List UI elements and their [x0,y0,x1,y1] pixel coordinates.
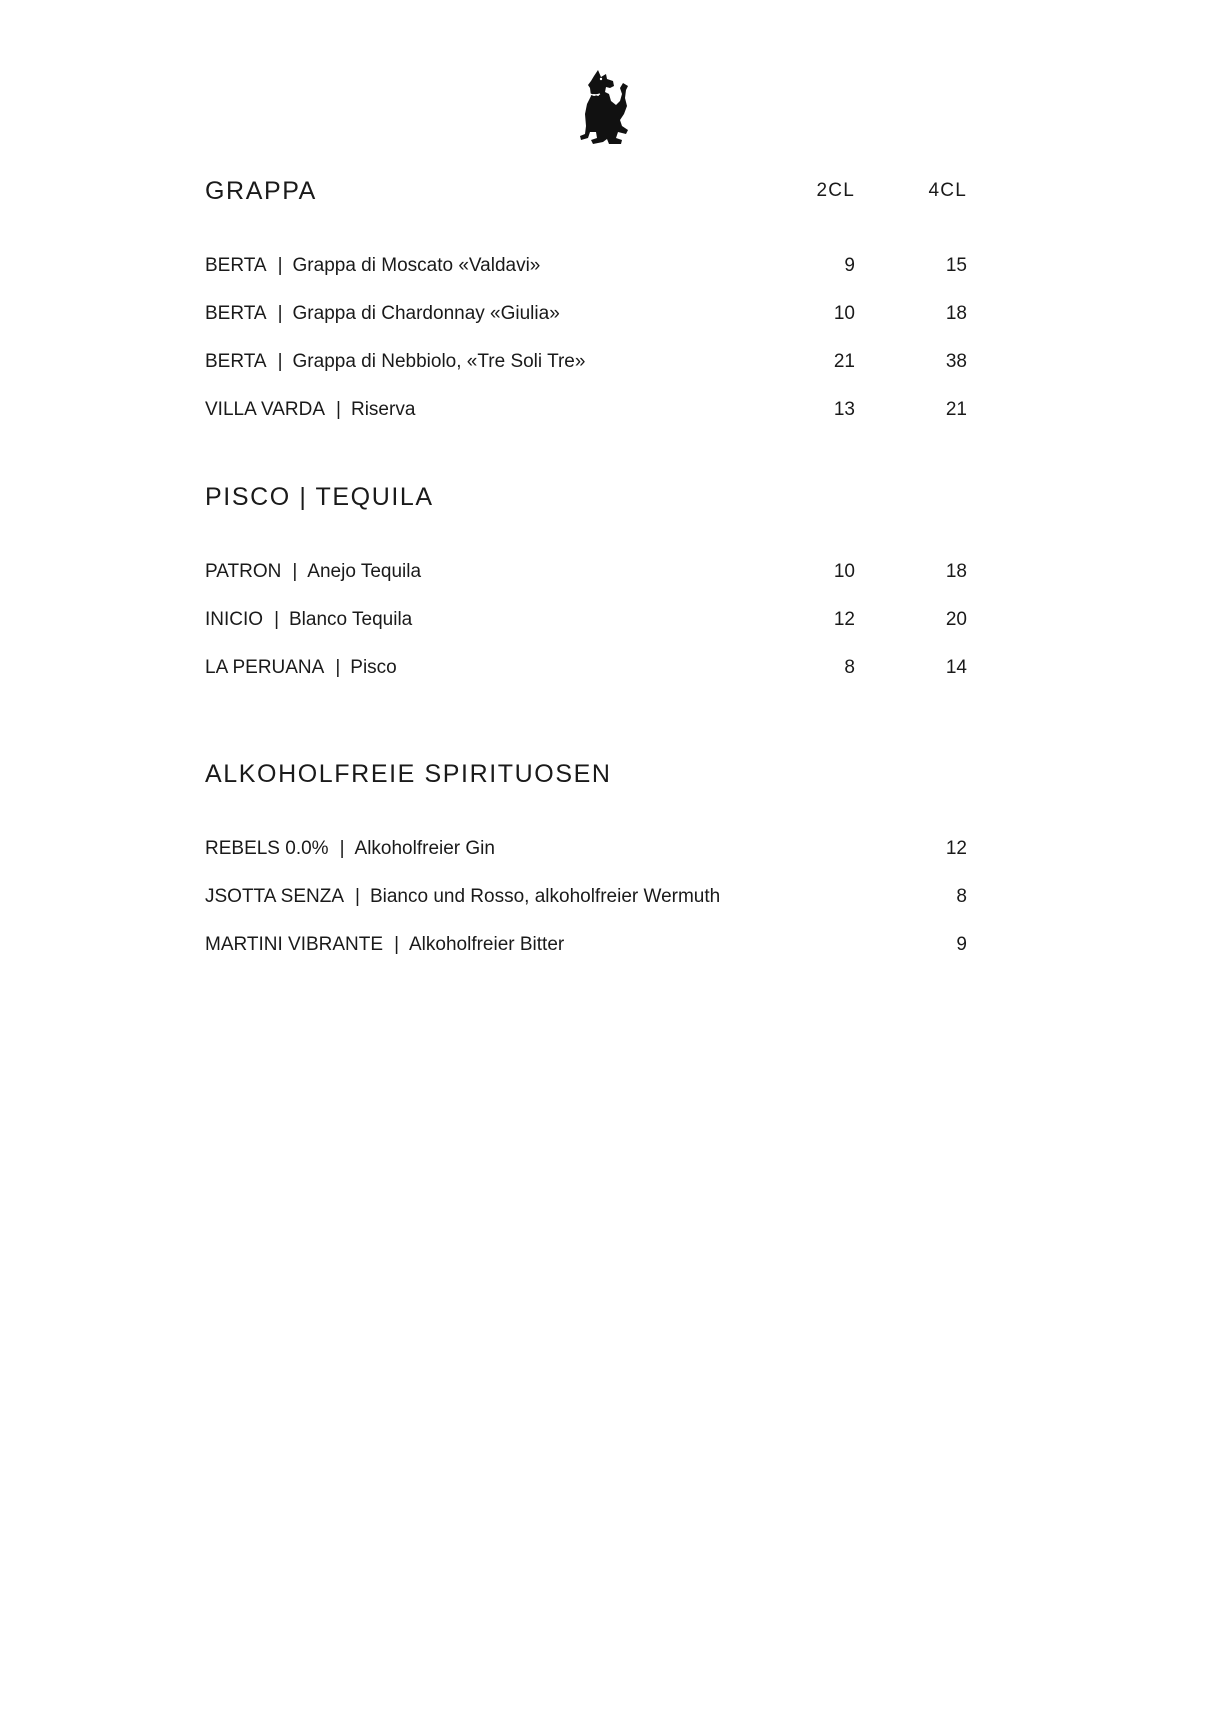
price-4cl: 18 [945,303,967,324]
producer: BERTA [205,351,267,372]
price-2cl: 21 [833,351,855,372]
separator: | [277,303,283,324]
column-2cl-header: 2CL [816,180,855,201]
pisco-tequila-title: PISCO | TEQUILA [205,483,434,511]
description: Anejo Tequila [307,561,422,582]
menu-item [205,921,967,969]
price-4cl: 20 [945,609,967,630]
separator: | [277,351,283,372]
description: Alkoholfreier Bitter [409,934,565,955]
grappa-section [205,176,967,420]
menu-item [205,290,967,338]
pisco-tequila-section [205,482,967,678]
price-4cl: 14 [945,657,967,678]
heraldic-dog-icon [576,68,648,148]
alkoholfreie-section [205,759,967,955]
producer: JSOTTA SENZA [205,886,345,907]
menu-item [205,825,967,873]
menu-item [205,596,967,644]
grappa-title: GRAPPA [205,177,317,205]
producer: INICIO [205,609,264,630]
producer: REBELS 0.0% [205,838,329,859]
separator: | [274,609,279,630]
price-2cl: 8 [844,657,855,678]
price-2cl: 13 [833,399,855,420]
menu-item [205,338,967,386]
separator: | [394,934,399,955]
alkoholfreie-title: ALKOHOLFREIE SPIRITUOSEN [205,760,612,788]
separator: | [335,657,341,678]
producer: BERTA [205,255,267,276]
price: 9 [956,934,967,955]
description: Alkoholfreier Gin [354,838,495,859]
description: Blanco Tequila [289,609,413,630]
description: Riserva [350,399,416,420]
price-2cl: 10 [833,303,855,324]
separator: | [336,399,341,420]
price-4cl: 15 [945,255,967,276]
menu-item [205,644,967,692]
column-4cl-header: 4CL [928,180,967,201]
menu-item [205,386,967,434]
price: 8 [956,886,967,907]
description: Bianco und Rosso, alkoholfreier Wermuth [369,886,721,907]
price-4cl: 18 [945,561,967,582]
price-4cl: 21 [945,399,967,420]
price: 12 [945,838,967,859]
producer: BERTA [205,303,267,324]
price-2cl: 10 [833,561,855,582]
description: Pisco [350,657,397,678]
producer: PATRON [205,561,282,582]
separator: | [292,561,298,582]
menu-item [205,873,967,921]
price-4cl: 38 [945,351,967,372]
producer: LA PERUANA [205,657,325,678]
description: Grappa di Nebbiolo, «Tre Soli Tre» [292,351,586,372]
price-2cl: 12 [833,609,855,630]
producer: MARTINI VIBRANTE [205,934,384,955]
description: Grappa di Chardonnay «Giulia» [292,303,560,324]
separator: | [339,838,345,859]
menu-item [205,242,967,290]
separator: | [277,255,283,276]
separator: | [355,886,360,907]
description: Grappa di Moscato «Valdavi» [292,255,541,276]
menu-item [205,548,967,596]
producer: VILLA VARDA [205,399,326,420]
price-2cl: 9 [844,255,855,276]
